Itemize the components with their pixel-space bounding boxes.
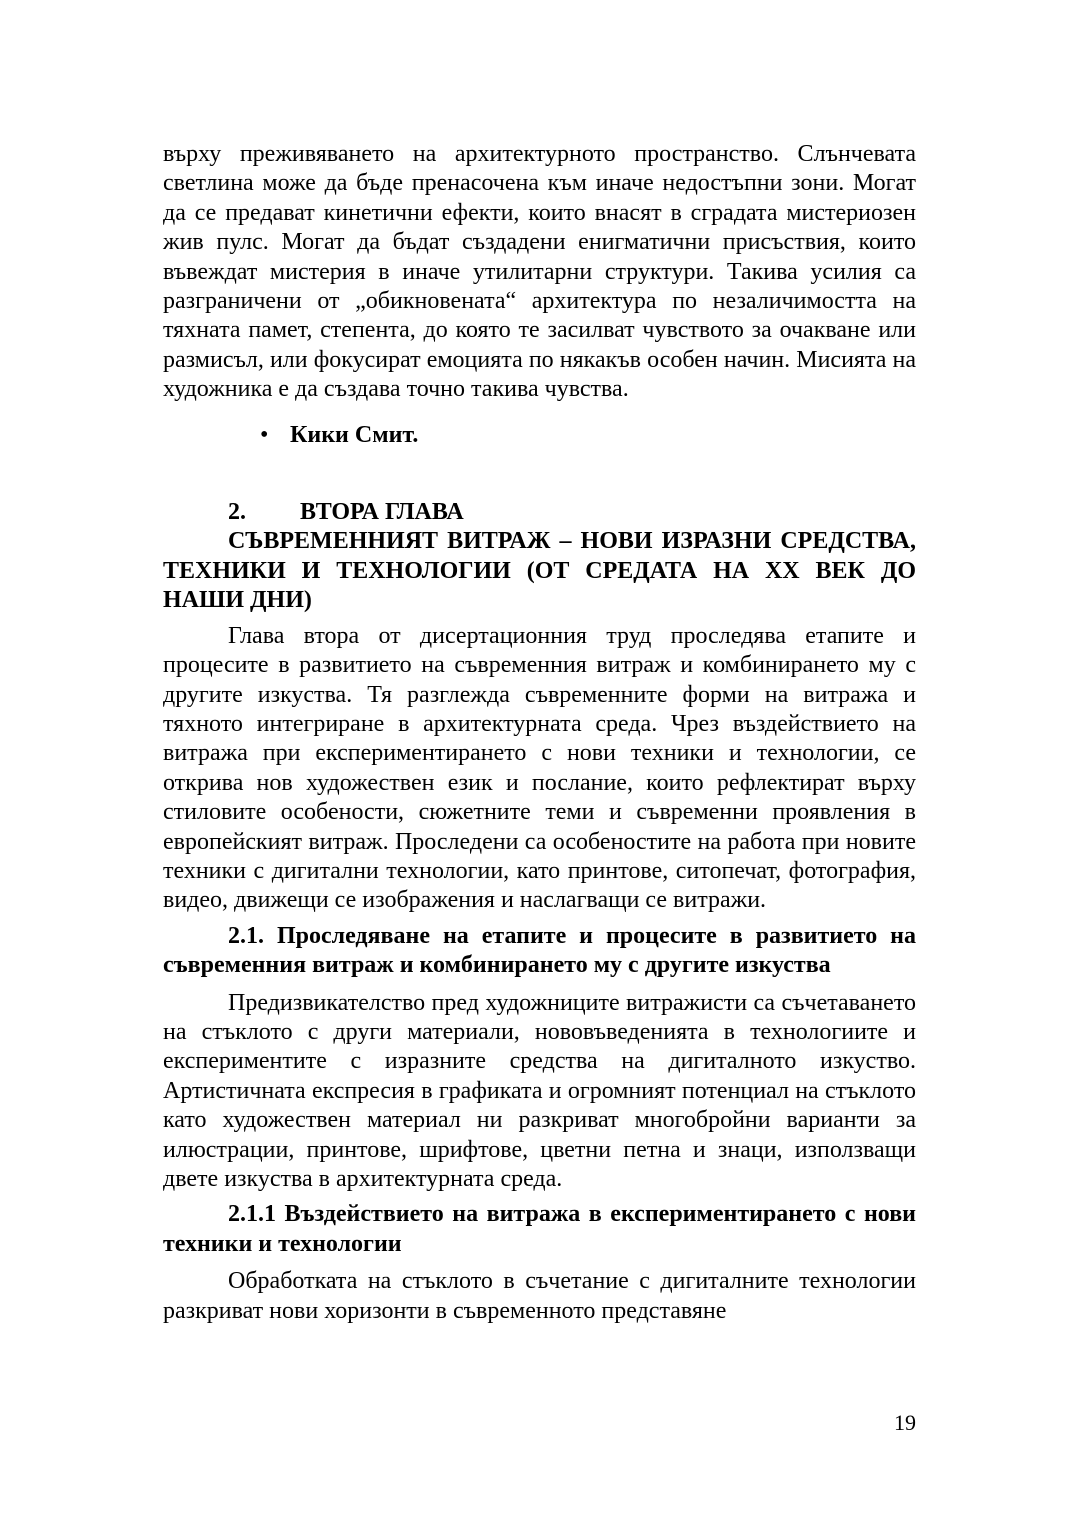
chapter-number: 2. [228, 499, 246, 526]
section-heading-2-1: 2.1. Проследяване на етапите и процесите в развитието на съвременния витраж и комбинирането му с другите изкуства [163, 922, 916, 979]
quote-author-item [260, 421, 916, 450]
paragraph-section-2-1: Предизвикателство пред художниците витражисти са съчетаването на стъклото с други материали, нововъведенията в технологиите и експериментите с изразните средства на дигиталното изкуство. Артистичната експресия в графиката и огромният потенциал на стъклото като художествен материал ни разкриват многобройни варианти за илюстрации, принтове, шрифтове, цветни петна и знаци, използващи двете изкуства в архитектурната среда. [163, 989, 916, 1192]
document-page [163, 140, 916, 1326]
bullet-icon: • [260, 421, 269, 448]
chapter-heading [163, 498, 916, 616]
paragraph-intro: върху преживяването на архитектурното пространство. Слънчевата светлина може да бъде пренасочена към иначе недостъпни зони. Могат да се предават кинетични ефекти, които внасят в сградата мистериозен жив пулс. Могат да бъдат създадени енигматични присъствия, които въвеждат мистерия в иначе утилитарни структури. Такива усилия са разграничени от „обикновената“ архитектура по незаличимостта на тяхната памет, степента, до която те засилват чувството за очакване или размисъл, или фокусират емоцията по някакъв особен начин. Мисията на художника е да създава точно такива чувства. [163, 141, 916, 403]
chapter-number-line [163, 498, 916, 527]
chapter-label: ВТОРА ГЛАВА [300, 499, 464, 526]
section-heading-2-1-1: 2.1.1 Въздействието на витража в експериментирането с нови техники и технологии [163, 1201, 916, 1257]
page-number: 19 [894, 1410, 916, 1435]
paragraph-section-2-1-1: Обработката на стъклото в съчетание с дигиталните технологии разкриват нови хоризонти в съвременното представяне [163, 1268, 916, 1324]
chapter-title: СЪВРЕМЕННИЯТ ВИТРАЖ – НОВИ ИЗРАЗНИ СРЕДСТВА, ТЕХНИКИ И ТЕХНОЛОГИИ (ОТ СРЕДАТА НА ХХ ВЕК ДО НАШИ ДНИ) [163, 528, 916, 614]
quote-author: Кики Смит. [290, 421, 419, 448]
paragraph-chapter-summary: Глава втора от дисертационния труд проследява етапите и процесите в развитието на съвременния витраж и комбинирането му с другите изкуства. Тя разглежда съвременните форми на витража и тяхното интегриране в архитектурната среда. Чрез въздействието на витража при експериментирането с нови техники и технологии, се открива нов художествен език и послание, които рефлектират върху стиловите особености, сюжетните теми и съвременни проявления в европейският витраж. Проследени са особеностите на работа при новите техники с дигитални технологии, като принтове, ситопечат, фотография, видео, движещи се изображения и наслагващи се витражи. [163, 622, 916, 914]
